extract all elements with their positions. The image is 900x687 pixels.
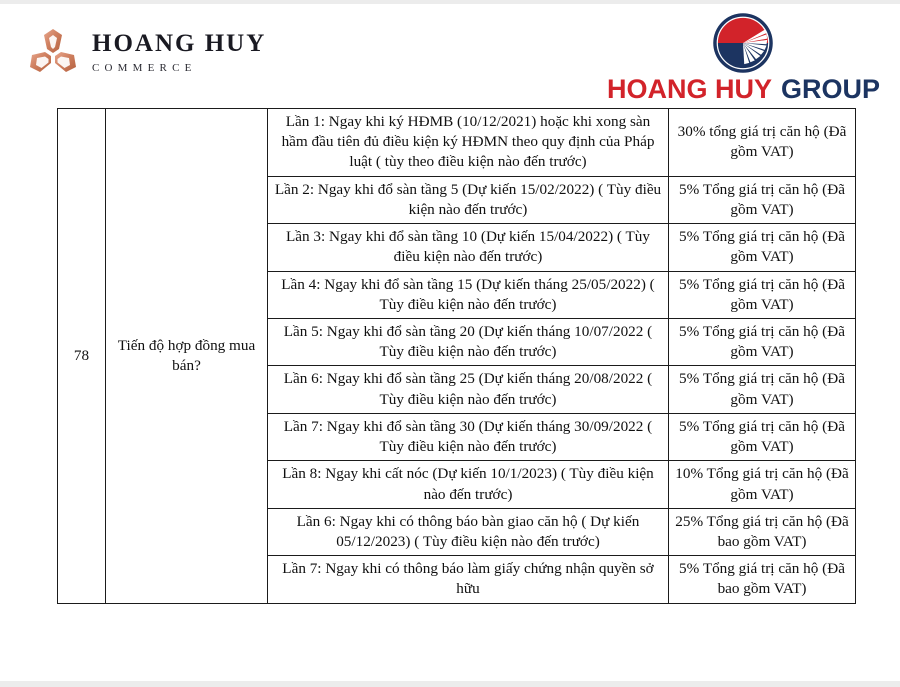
question-cell: Tiến độ hợp đồng mua bán? xyxy=(106,109,268,604)
payment-description-cell: Lần 2: Ngay khi đổ sàn tầng 5 (Dự kiến 15/02/2022) ( Tùy điều kiện nào đến trước) xyxy=(268,176,669,223)
payment-description-cell: Lần 1: Ngay khi ký HĐMB (10/12/2021) hoặc khi xong sàn hầm đầu tiên đủ điều kiện ký HĐMN theo quy định của Pháp luật ( tùy theo điều kiện nào đến trước) xyxy=(268,109,669,177)
payment-description-cell: Lần 7: Ngay khi có thông báo làm giấy chứng nhận quyền sở hữu xyxy=(268,556,669,603)
table-row xyxy=(58,109,856,177)
trefoil-logo-icon xyxy=(28,28,78,76)
commerce-logo-wordmark xyxy=(92,31,266,74)
row-index-cell: 78 xyxy=(58,109,106,604)
payment-amount-cell: 30% tổng giá trị căn hộ (Đã gồm VAT) xyxy=(669,109,856,177)
commerce-logo-main-text: HOANG HUY xyxy=(92,29,267,57)
document-header xyxy=(0,4,900,104)
contract-schedule-table-container xyxy=(57,108,855,604)
payment-description-cell: Lần 3: Ngay khi đổ sàn tầng 10 (Dự kiến 15/04/2022) ( Tùy điều kiện nào đến trước) xyxy=(268,224,669,271)
payment-description-cell: Lần 8: Ngay khi cất nóc (Dự kiến 10/1/2023) ( Tùy điều kiện nào đến trước) xyxy=(268,461,669,508)
group-logo-red-text: HOANG HUY xyxy=(606,74,772,104)
hoang-huy-group-logo xyxy=(607,12,880,103)
payment-description-cell: Lần 4: Ngay khi đổ sàn tầng 15 (Dự kiến tháng 25/05/2022) ( Tùy điều kiện nào đến trước) xyxy=(268,271,669,318)
group-logo-navy-text: GROUP xyxy=(780,74,880,104)
payment-amount-cell: 5% Tổng giá trị căn hộ (Đã gồm VAT) xyxy=(669,176,856,223)
group-logo-wordmark xyxy=(607,76,880,103)
payment-amount-cell: 5% Tổng giá trị căn hộ (Đã gồm VAT) xyxy=(669,271,856,318)
payment-amount-cell: 5% Tổng giá trị căn hộ (Đã gồm VAT) xyxy=(669,224,856,271)
payment-description-cell: Lần 7: Ngay khi đổ sàn tầng 30 (Dự kiến tháng 30/09/2022 ( Tùy điều kiện nào đến trước) xyxy=(268,413,669,460)
payment-description-cell: Lần 5: Ngay khi đổ sàn tầng 20 (Dự kiến tháng 10/07/2022 ( Tùy điều kiện nào đến trước) xyxy=(268,318,669,365)
payment-amount-cell: 5% Tổng giá trị căn hộ (Đã gồm VAT) xyxy=(669,413,856,460)
page-bottom-band xyxy=(0,681,900,687)
payment-amount-cell: 5% Tổng giá trị căn hộ (Đã gồm VAT) xyxy=(669,318,856,365)
contract-schedule-table xyxy=(57,108,856,604)
payment-description-cell: Lần 6: Ngay khi có thông báo bàn giao căn hộ ( Dự kiến 05/12/2023) ( Tùy điều kiện nào đến trước) xyxy=(268,508,669,555)
payment-amount-cell: 25% Tổng giá trị căn hộ (Đã bao gồm VAT) xyxy=(669,508,856,555)
payment-amount-cell: 5% Tổng giá trị căn hộ (Đã gồm VAT) xyxy=(669,366,856,413)
payment-description-cell: Lần 6: Ngay khi đổ sàn tầng 25 (Dự kiến tháng 20/08/2022 ( Tùy điều kiện nào đến trước) xyxy=(268,366,669,413)
payment-amount-cell: 10% Tổng giá trị căn hộ (Đã gồm VAT) xyxy=(669,461,856,508)
payment-amount-cell: 5% Tổng giá trị căn hộ (Đã bao gồm VAT) xyxy=(669,556,856,603)
hoang-huy-commerce-logo xyxy=(28,28,266,76)
hoang-huy-group-emblem-icon xyxy=(712,12,774,74)
commerce-logo-sub-text: COMMERCE xyxy=(92,61,197,74)
